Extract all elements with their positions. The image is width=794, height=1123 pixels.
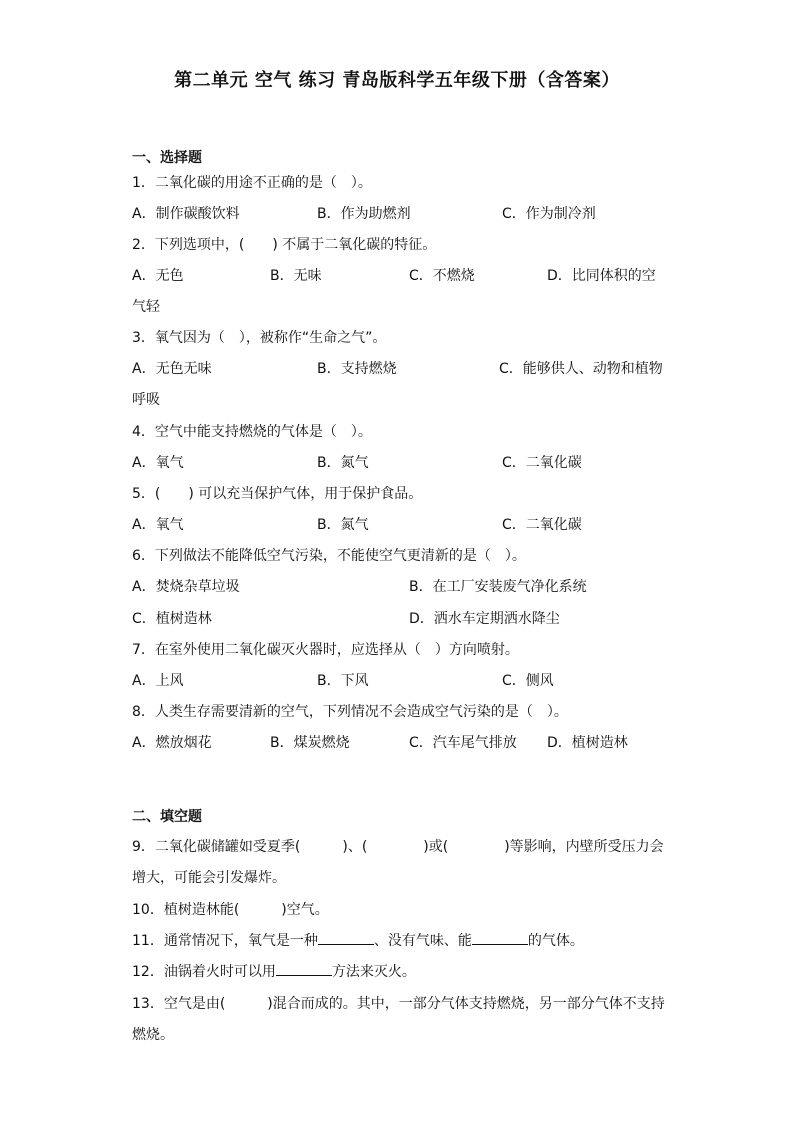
question-10-line: 10．植树造林能( )空气。 <box>132 902 329 918</box>
question-4-option-a: A．氧气 <box>132 455 184 471</box>
question-11-line <box>132 930 584 950</box>
answer-blank[interactable] <box>472 943 528 945</box>
section-heading-fill: 二、填空题 <box>132 809 202 825</box>
question-1-option-c: C．作为制冷剂 <box>502 206 596 222</box>
question-1-stem: 1．二氧化碳的用途不正确的是（ ）。 <box>132 175 372 191</box>
question-7-option-c: C．侧风 <box>502 673 554 689</box>
question-3-option-c-continued: 呼吸 <box>132 392 160 408</box>
page-title: 第二单元 空气 练习 青岛版科学五年级下册（含答案） <box>174 70 620 91</box>
question-12-line <box>132 961 416 981</box>
question-5-option-c: C．二氧化碳 <box>502 517 582 533</box>
question-11-part-2: 、没有气味、能 <box>373 933 472 949</box>
question-2-option-c: C．不燃烧 <box>409 268 475 284</box>
question-11-part-3: 的气体。 <box>527 933 584 949</box>
question-12-part-2: 方法来灭火。 <box>331 964 416 980</box>
question-8-stem: 8．人类生存需要清新的空气，下列情况不会造成空气污染的是（ ）。 <box>132 704 568 720</box>
question-3-option-c: C．能够供人、动物和植物 <box>499 361 663 377</box>
question-4-option-c: C．二氧化碳 <box>502 455 582 471</box>
question-11-part-1: 11．通常情况下，氧气是一种 <box>132 933 318 949</box>
question-8-option-d: D．植树造林 <box>547 735 628 751</box>
question-6-option-b: B．在工厂安装废气净化系统 <box>409 579 587 595</box>
question-2-option-d-continued: 气轻 <box>132 299 160 315</box>
question-7-stem: 7．在室外使用二氧化碳灭火器时，应选择从（ ）方向喷射。 <box>132 642 519 658</box>
question-6-option-a: A．焚烧杂草垃圾 <box>132 579 240 595</box>
answer-blank[interactable] <box>318 943 374 945</box>
question-8-option-a: A．燃放烟花 <box>132 735 212 751</box>
question-2-stem: 2．下列选项中，( ) 不属于二氧化碳的特征。 <box>132 237 437 253</box>
question-2-option-b: B．无味 <box>270 268 322 284</box>
answer-blank[interactable] <box>276 974 332 976</box>
question-6-stem: 6．下列做法不能降低空气污染，不能使空气更清新的是（ ）。 <box>132 548 526 564</box>
question-2-option-a: A．无色 <box>132 268 184 284</box>
question-4-option-b: B．氮气 <box>317 455 369 471</box>
question-2-option-d: D．比同体积的空 <box>547 268 656 284</box>
question-5-stem: 5．( ) 可以充当保护气体，用于保护食品。 <box>132 486 423 502</box>
question-6-option-c: C．植树造林 <box>132 611 212 627</box>
question-7-option-b: B．下风 <box>317 673 369 689</box>
question-7-option-a: A．上风 <box>132 673 184 689</box>
question-3-option-b: B．支持燃烧 <box>317 361 397 377</box>
question-9-line-2: 增大，可能会引发爆炸。 <box>132 870 286 886</box>
section-heading-choice: 一、选择题 <box>132 150 202 166</box>
question-9-line-1: 9．二氧化碳储罐如受夏季( )、( )或( )等影响，内壁所受压力会 <box>132 839 664 855</box>
question-5-option-b: B．氮气 <box>317 517 369 533</box>
question-8-option-b: B．煤炭燃烧 <box>270 735 350 751</box>
question-3-stem: 3．氧气因为（ ），被称作“生命之气”。 <box>132 330 387 346</box>
question-8-option-c: C．汽车尾气排放 <box>409 735 517 751</box>
question-6-option-d: D．洒水车定期洒水降尘 <box>409 611 560 627</box>
question-3-option-a: A．无色无味 <box>132 361 212 377</box>
question-4-stem: 4．空气中能支持燃烧的气体是（ ）。 <box>132 424 372 440</box>
question-13-line-1: 13．空气是由( )混合而成的。其中，一部分气体支持燃烧，另一部分气体不支持 <box>132 996 665 1012</box>
question-13-line-2: 燃烧。 <box>132 1027 174 1043</box>
question-1-option-b: B．作为助燃剂 <box>317 206 411 222</box>
question-12-part-1: 12．油锅着火时可以用 <box>132 964 276 980</box>
question-1-option-a: A．制作碳酸饮料 <box>132 206 240 222</box>
question-5-option-a: A．氧气 <box>132 517 184 533</box>
